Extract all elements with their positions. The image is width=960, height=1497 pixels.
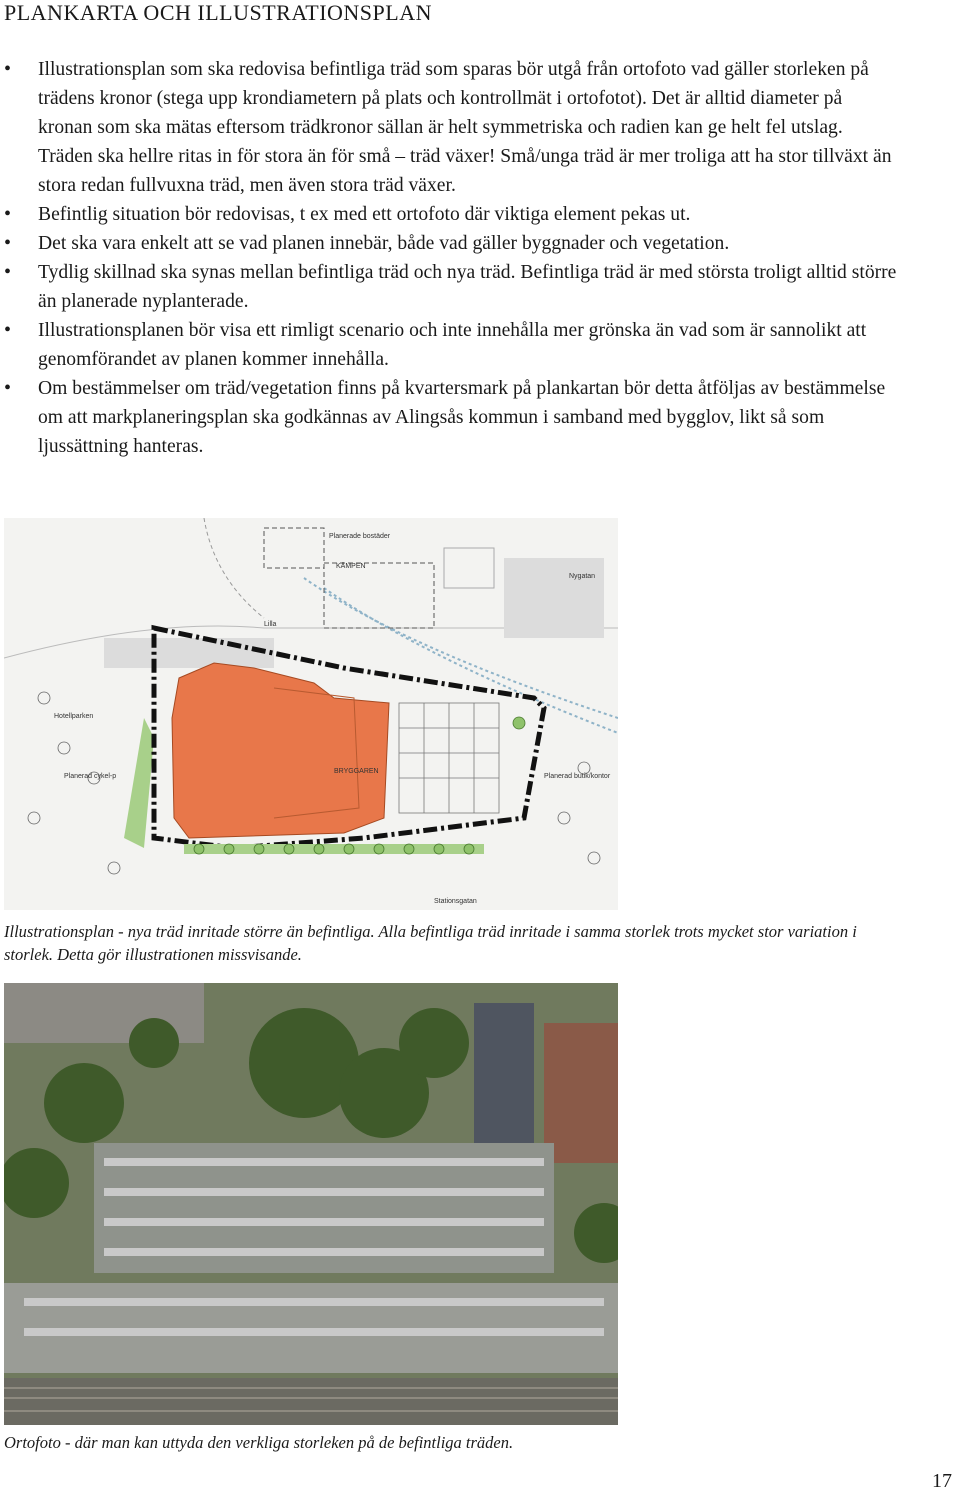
guideline-list bbox=[0, 55, 900, 461]
map-label: KÄMPEN bbox=[336, 563, 366, 570]
map-label: Planerade bostäder bbox=[329, 533, 391, 540]
map-label: Planerad butik/kontor bbox=[544, 773, 611, 780]
illustration-plan-map bbox=[4, 518, 618, 910]
orthophoto-image bbox=[4, 983, 618, 1425]
map-label: Nygatan bbox=[569, 573, 596, 580]
list-item: • Det ska vara enkelt att se vad planen innebär, både vad gäller byggnader och vegetation. bbox=[0, 229, 900, 258]
page-number: 17 bbox=[932, 1470, 952, 1492]
map-label: Planerad cykel-p bbox=[64, 773, 117, 780]
map-label: Hotellparken bbox=[54, 713, 94, 720]
map-label: BRYGGAREN bbox=[334, 768, 379, 775]
list-item: • Befintlig situation bör redovisas, t ex med ett ortofoto där viktiga element pekas ut. bbox=[0, 200, 900, 229]
map-label: Lilla bbox=[264, 621, 277, 628]
figure-caption: Illustrationsplan - nya träd inritade större än befintliga. Alla befintliga träd inritade i samma storlek trots mycket stor variation i storlek. Detta gör illustrationen missvisande. bbox=[4, 922, 857, 964]
list-item: • Om bestämmelser om träd/vegetation finns på kvartersmark på plankartan bör detta åtföljas av bestämmelse om att markplaneringsplan ska godkännas av Alingsås kommun i samband med bygglov, likt så som ljussättning hanteras. bbox=[0, 374, 900, 461]
figure-caption: Ortofoto - där man kan uttyda den verkliga storleken på de befintliga träden. bbox=[4, 1433, 514, 1452]
map-label: Stationsgatan bbox=[434, 898, 477, 905]
page-heading: PLANKARTA OCH ILLUSTRATIONSPLAN bbox=[4, 0, 432, 25]
list-item: • Illustrationsplan som ska redovisa befintliga träd som sparas bör utgå från ortofoto vad gäller storleken på trädens kronor (stega upp krondiametern på plats och kontrollmät i ortofotot). Det är alltid diameter på kronan som ska mätas eftersom trädkronor sällan är helt symmetriska och radien kan ge helt fel utslag. Träden ska hellre ritas in för stora än för små – träd växer! Små/unga träd är mer troliga att ha stor tillväxt än stora redan fullvuxna träd, men även stora träd växer. bbox=[0, 55, 900, 200]
list-item: • Illustrationsplanen bör visa ett rimligt scenario och inte innehålla mer grönska än vad som är sannolikt att genomförandet av planen kommer innehålla. bbox=[0, 316, 900, 374]
list-item: • Tydlig skillnad ska synas mellan befintliga träd och nya träd. Befintliga träd är med största troligt alltid större än planerade nyplanterade. bbox=[0, 258, 900, 316]
